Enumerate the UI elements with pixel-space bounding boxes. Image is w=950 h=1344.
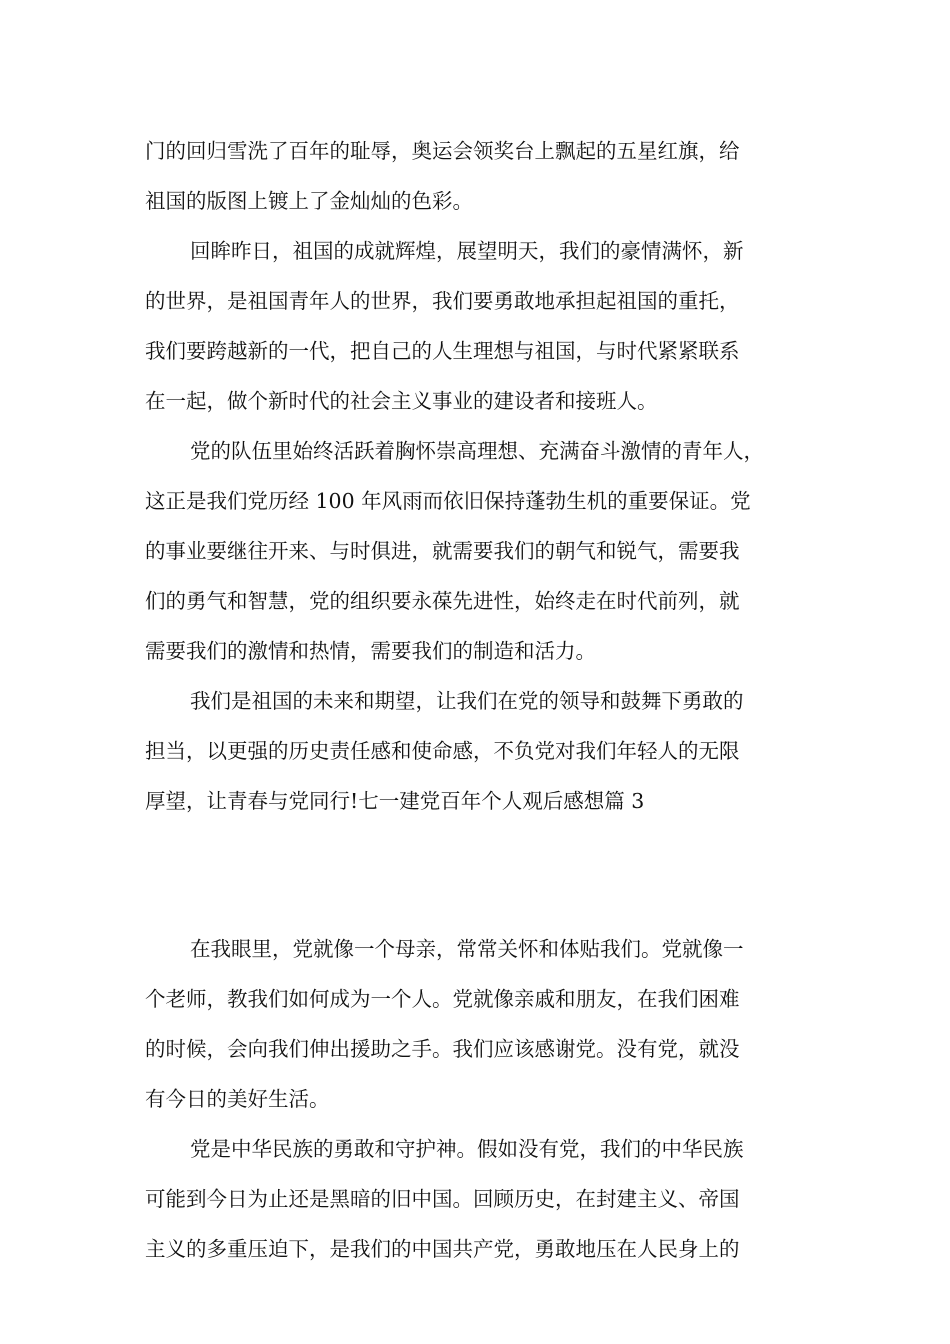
document-body xyxy=(145,126,807,1274)
text-line: 可能到今日为止还是黑暗的旧中国。回顾历史，在封建主义、帝国 xyxy=(145,1187,740,1211)
section-gap xyxy=(145,826,807,924)
text-line: 主义的多重压迫下，是我们的中国共产党，勇敢地压在人民身上的 xyxy=(145,1237,740,1261)
text-line: 祖国的版图上镀上了金灿灿的色彩。 xyxy=(145,189,473,213)
paragraph-first-line: 党是中华民族的勇敢和守护神。假如没有党，我们的中华民族 xyxy=(190,1137,744,1161)
section-title-line: 厚望，让青春与党同行!七一建党百年个人观后感想篇 3 xyxy=(145,789,645,813)
text-line: 个老师，教我们如何成为一个人。党就像亲戚和朋友，在我们困难 xyxy=(145,987,740,1011)
paragraph-first-line: 党的队伍里始终活跃着胸怀崇高理想、充满奋斗激情的青年人， xyxy=(190,439,764,463)
text-line: 的时候，会向我们伸出援助之手。我们应该感谢党。没有党，就没 xyxy=(145,1037,740,1061)
text-line: 们的勇气和智慧，党的组织要永葆先进性，始终走在时代前列，就 xyxy=(145,589,740,613)
text-line: 的世界，是祖国青年人的世界，我们要勇敢地承担起祖国的重托， xyxy=(145,289,740,313)
text-line: 担当，以更强的历史责任感和使命感，不负党对我们年轻人的无限 xyxy=(145,739,740,763)
text-line: 我们要跨越新的一代，把自己的人生理想与祖国，与时代紧紧联系 xyxy=(145,339,740,363)
text-line: 这正是我们党历经 100 年风雨而依旧保持蓬勃生机的重要保证。党 xyxy=(145,489,751,513)
paragraph-first-line: 回眸昨日，祖国的成就辉煌，展望明天，我们的豪情满怀，新 xyxy=(190,239,744,263)
text-line: 有今日的美好生活。 xyxy=(145,1087,330,1111)
paragraph-first-line: 我们是祖国的未来和期望，让我们在党的领导和鼓舞下勇敢的 xyxy=(190,689,744,713)
text-line: 门的回归雪洗了百年的耻辱，奥运会领奖台上飘起的五星红旗，给 xyxy=(145,139,740,163)
text-line: 在一起，做个新时代的社会主义事业的建设者和接班人。 xyxy=(145,389,658,413)
text-line: 需要我们的激情和热情，需要我们的制造和活力。 xyxy=(145,639,596,663)
text-line: 的事业要继往开来、与时俱进，就需要我们的朝气和锐气，需要我 xyxy=(145,539,740,563)
paragraph-first-line: 在我眼里，党就像一个母亲，常常关怀和体贴我们。党就像一 xyxy=(190,937,744,961)
